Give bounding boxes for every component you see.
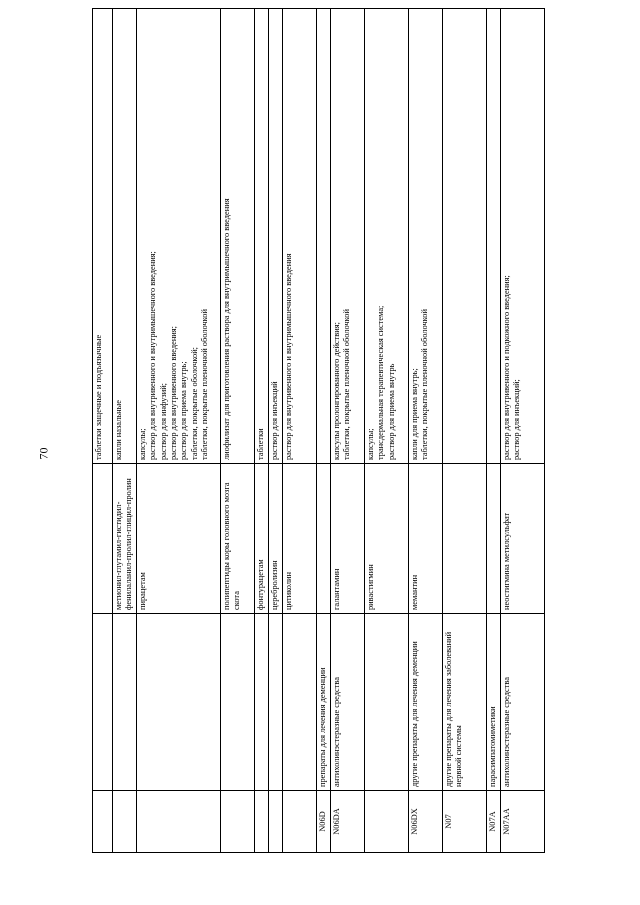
drug-table-body <box>93 9 545 853</box>
atc-code-cell: N06DA <box>330 791 364 853</box>
drug-name-cell: фонтурацетам <box>254 464 268 614</box>
drug-name-cell: мемантин <box>408 464 442 614</box>
atc-code-cell <box>268 791 282 853</box>
dosage-form-cell <box>408 9 442 464</box>
table-row <box>282 9 316 853</box>
dosage-form-line: раствор для внутривенного и подкожного введения; <box>501 275 511 460</box>
table-row <box>330 9 364 853</box>
dosage-form-line: таблетки, покрытые оболочкой; <box>189 346 199 460</box>
atc-code-cell <box>113 791 137 853</box>
dosage-form-cell <box>113 9 137 464</box>
dosage-form-line: капли назальные <box>114 400 123 460</box>
drug-name-cell: пирацетам <box>136 464 220 614</box>
dosage-form-cell <box>93 9 113 464</box>
dosage-form-cell <box>486 9 500 464</box>
dosage-form-line: капли для приема внутрь; <box>409 368 419 460</box>
dosage-form-line: капсулы; <box>137 428 147 460</box>
drug-name-cell <box>93 464 113 614</box>
group-name-cell: другие препараты для лечения деменции <box>408 614 442 791</box>
group-name-cell <box>136 614 220 791</box>
table-row <box>316 9 330 853</box>
dosage-form-cell <box>220 9 254 464</box>
group-name-cell <box>282 614 316 791</box>
atc-code-cell: N07A <box>486 791 500 853</box>
dosage-form-line: таблетки, покрытые пленочной оболочкой <box>420 309 430 460</box>
atc-code-cell <box>282 791 316 853</box>
drug-name-cell: галантамин <box>330 464 364 614</box>
group-name-cell <box>113 614 137 791</box>
table-row <box>486 9 500 853</box>
dosage-form-cell <box>254 9 268 464</box>
table-row <box>220 9 254 853</box>
dosage-form-line: таблетки, покрытые пленочной оболочкой <box>200 309 210 460</box>
dosage-form-line: раствор для инъекций; <box>512 379 522 460</box>
group-name-cell <box>364 614 408 791</box>
drug-name-cell: полипептиды коры головного мозга скота <box>220 464 254 614</box>
dosage-form-cell <box>330 9 364 464</box>
dosage-form-cell <box>136 9 220 464</box>
drug-name-cell <box>316 464 330 614</box>
atc-code-cell: N07 <box>442 791 486 853</box>
dosage-form-line: раствор для инъекций <box>269 381 279 460</box>
dosage-form-line: раствор для приема внутрь <box>386 363 396 460</box>
atc-code-cell <box>364 791 408 853</box>
dosage-form-cell <box>442 9 486 464</box>
dosage-form-line: трансдермальная терапевтическая система; <box>376 305 386 460</box>
dosage-form-line: раствор для внутривенного и внутримышечного введения; <box>148 251 158 460</box>
table-row <box>364 9 408 853</box>
group-name-cell <box>254 614 268 791</box>
dosage-form-line: раствор для внутривенного и внутримышечного введения <box>283 253 293 460</box>
table-row <box>442 9 486 853</box>
dosage-form-cell <box>316 9 330 464</box>
group-name-cell <box>93 614 113 791</box>
dosage-form-line: раствор для инфузий; <box>158 382 168 460</box>
table-row <box>113 9 137 853</box>
table-row <box>254 9 268 853</box>
drug-name-cell: цитиколин <box>282 464 316 614</box>
table-row <box>93 9 113 853</box>
dosage-form-cell <box>500 9 544 464</box>
table-row <box>500 9 544 853</box>
atc-code-cell <box>220 791 254 853</box>
drug-name-cell: церебролизин <box>268 464 282 614</box>
drug-name-cell <box>486 464 500 614</box>
drug-name-cell: неостигмина метилсульфат <box>500 464 544 614</box>
atc-code-cell: N06DX <box>408 791 442 853</box>
group-name-cell: препараты для лечения деменции <box>316 614 330 791</box>
dosage-form-line: раствор для приема внутрь; <box>179 361 189 460</box>
atc-code-cell <box>136 791 220 853</box>
table-row <box>268 9 282 853</box>
atc-code-cell: N07AA <box>500 791 544 853</box>
atc-code-cell: N06D <box>316 791 330 853</box>
group-name-cell: парасимпатомиметики <box>486 614 500 791</box>
drug-name-cell: метионил-глутамил-гистидил-фенилаланил-пролил-глицил-пролин <box>113 464 137 614</box>
page-number: 70 <box>36 447 51 460</box>
group-name-cell <box>220 614 254 791</box>
table-row <box>408 9 442 853</box>
drug-name-cell: ривастигмин <box>364 464 408 614</box>
table-row <box>136 9 220 853</box>
dosage-form-line: таблетки защечные и подъязычные <box>94 334 103 460</box>
drug-name-cell <box>442 464 486 614</box>
dosage-form-line: таблетки, покрытые пленочной оболочкой <box>342 309 352 460</box>
group-name-cell: антихолинэстеразные средства <box>330 614 364 791</box>
group-name-cell <box>268 614 282 791</box>
dosage-form-line: капсулы; <box>365 428 375 460</box>
dosage-form-cell <box>268 9 282 464</box>
group-name-cell: антихолинэстеразные средства <box>500 614 544 791</box>
atc-code-cell <box>93 791 113 853</box>
dosage-form-line: лиофилизат для приготовления раствора для внутримышечного введения <box>221 198 231 460</box>
dosage-form-line: капсулы пролонгированного действия; <box>331 322 341 460</box>
drug-table-container <box>92 37 588 853</box>
atc-code-cell <box>254 791 268 853</box>
group-name-cell: другие препараты для лечения заболеваний нервной системы <box>442 614 486 791</box>
dosage-form-cell <box>282 9 316 464</box>
dosage-form-line: раствор для внутривенного введения; <box>169 326 179 460</box>
dosage-form-line: таблетки <box>255 428 265 460</box>
dosage-form-cell <box>364 9 408 464</box>
drug-table <box>92 8 545 853</box>
